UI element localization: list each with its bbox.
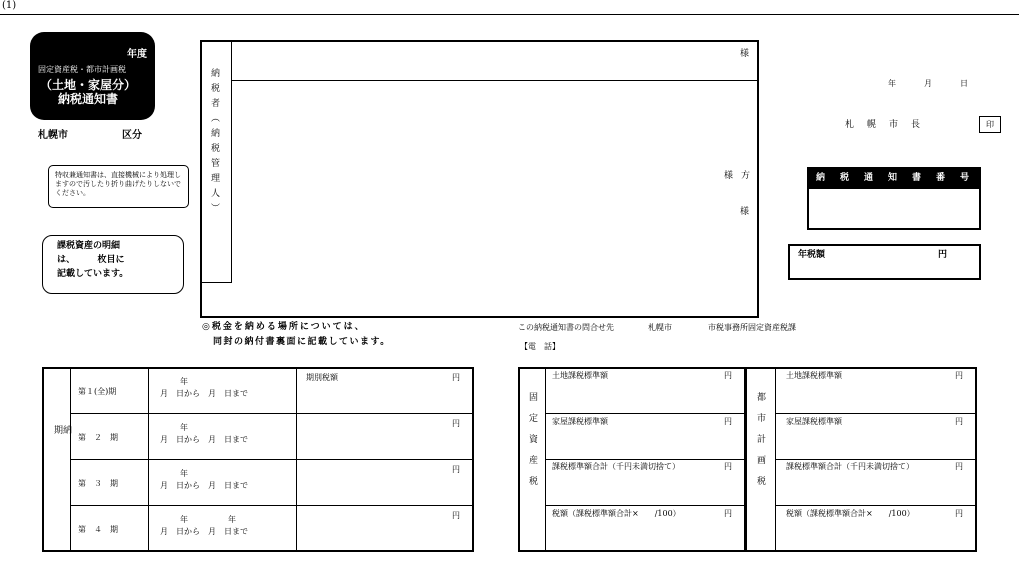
taxpayer-vertical-label: 納税者（納税管理人） [209, 68, 219, 218]
schedule-row-yen: 円 [452, 465, 460, 474]
schedule-row-label: 第 ３ 期 [78, 479, 118, 488]
taxpayer-label-bottom [201, 282, 232, 283]
detail-notice-box [42, 235, 184, 294]
form-number: (1) [2, 0, 17, 11]
notice-number-header: 納 税 通 知 書 番 号 [808, 168, 980, 189]
schedule-row-label: 第１(全)期 [78, 387, 117, 396]
annual-tax-label: 年税額 [798, 250, 826, 260]
title-year-suffix: 年度 [127, 49, 147, 60]
fixed-asset-total-label: 課税標準額合計（千円未満切捨て） [552, 462, 680, 471]
ward-label: 区分 [122, 130, 142, 141]
taxpayer-box[interactable] [200, 40, 759, 318]
payment-schedule-side-label: 納期 [52, 425, 71, 468]
issue-date-label: 年 月 日 [888, 79, 972, 88]
schedule-row-divider-3 [71, 505, 472, 506]
city-planning-land-label: 土地課税標準額 [786, 371, 842, 380]
schedule-row-period: 月 日から 月 日まで [160, 435, 248, 444]
fixed-asset-land-yen: 円 [724, 371, 732, 380]
title-line1: 固定資産税・都市計画税 [38, 65, 126, 74]
schedule-row-label: 第 ４ 期 [78, 525, 118, 534]
fixed-asset-house-yen: 円 [724, 417, 732, 426]
city-planning-row-divider-1 [776, 413, 975, 414]
annual-tax-yen: 円 [938, 250, 948, 260]
schedule-row-year: 年 [180, 423, 188, 432]
fixed-asset-side-label: 固定資産税 [527, 392, 537, 497]
schedule-row-period: 月 日から 月 日まで [160, 481, 248, 490]
schedule-row-extra-year: 年 [228, 515, 236, 524]
fixed-asset-row-divider-3 [546, 505, 744, 506]
taxpayer-sama-bottom: 様 [740, 207, 750, 217]
machine-notice-text: 特収兼通知書は、直接機械により処理しますので汚したり折り曲げたりしないでください。 [55, 171, 181, 197]
fixed-asset-house-label: 家屋課税標準額 [552, 417, 608, 426]
machine-notice-box [48, 165, 189, 208]
schedule-row-divider-2 [71, 459, 472, 460]
fixed-asset-row-divider-2 [546, 459, 744, 460]
fixed-asset-land-label: 土地課税標準額 [552, 371, 608, 380]
taxpayer-sama-kata: 様方 [724, 171, 759, 181]
city-planning-house-yen: 円 [955, 417, 963, 426]
city-planning-house-label: 家屋課税標準額 [786, 417, 842, 426]
city-planning-side-label: 都市計画税 [755, 392, 765, 497]
detail-notice-line3: 記載しています。 [57, 269, 129, 279]
city-planning-total-yen: 円 [955, 462, 963, 471]
title-line3: 納税通知書 [58, 92, 119, 106]
fixed-asset-amount-yen: 円 [724, 509, 732, 518]
schedule-row-period: 月 日から 月 日まで [160, 389, 248, 398]
inquiry-text: この納税通知書の問合せ先 [518, 323, 614, 332]
taxpayer-name-line [231, 80, 758, 81]
schedule-row-yen: 円 [452, 373, 460, 382]
taxpayer-label-divider [231, 41, 232, 282]
schedule-row-label: 第 ２ 期 [78, 433, 118, 442]
city-planning-row-divider-3 [776, 505, 975, 506]
schedule-amount-label: 期別税額 [306, 373, 338, 382]
fixed-asset-amount-label: 税額（課税標準額合計× /100） [552, 509, 681, 518]
city-planning-total-label: 課税標準額合計（千円未満切捨て） [786, 462, 914, 471]
schedule-row-period: 月 日から 月 日まで [160, 527, 248, 536]
city-planning-amount-label: 税額（課税標準額合計× /100） [786, 509, 915, 518]
schedule-row-yen: 円 [452, 419, 460, 428]
mayor-label: 札 幌 市 長 [845, 120, 923, 130]
fixed-asset-row-divider-1 [546, 413, 744, 414]
city-planning-land-yen: 円 [955, 371, 963, 380]
schedule-row-year: 年 [180, 469, 188, 478]
payment-place-line1: ◎税金を納める場所については、 [202, 322, 366, 332]
inquiry-phone-label: 【電 話】 [520, 342, 560, 351]
payment-place-line2: 同封の納付書裏面に記載しています。 [213, 337, 391, 347]
schedule-row-year: 年 [180, 515, 188, 524]
seal-box [979, 116, 1001, 133]
seal-label: 印 [986, 120, 994, 129]
city-planning-row-divider-2 [776, 459, 975, 460]
taxpayer-sama-top: 様 [740, 49, 750, 59]
city-planning-amount-yen: 円 [955, 509, 963, 518]
schedule-row-yen: 円 [452, 511, 460, 520]
inquiry-city: 札幌市 [648, 323, 672, 332]
top-border [0, 14, 1019, 15]
city-label: 札幌市 [38, 130, 68, 141]
detail-notice-line2: は、 枚目に [57, 255, 125, 265]
title-line2: （土地・家屋分） [40, 78, 137, 92]
schedule-row-divider-1 [71, 413, 472, 414]
title-block [30, 32, 155, 120]
fixed-asset-total-yen: 円 [724, 462, 732, 471]
detail-notice-line1: 課税資産の明細 [57, 241, 121, 251]
schedule-row-year: 年 [180, 377, 188, 386]
inquiry-office: 市税事務所固定資産税課 [708, 323, 796, 332]
